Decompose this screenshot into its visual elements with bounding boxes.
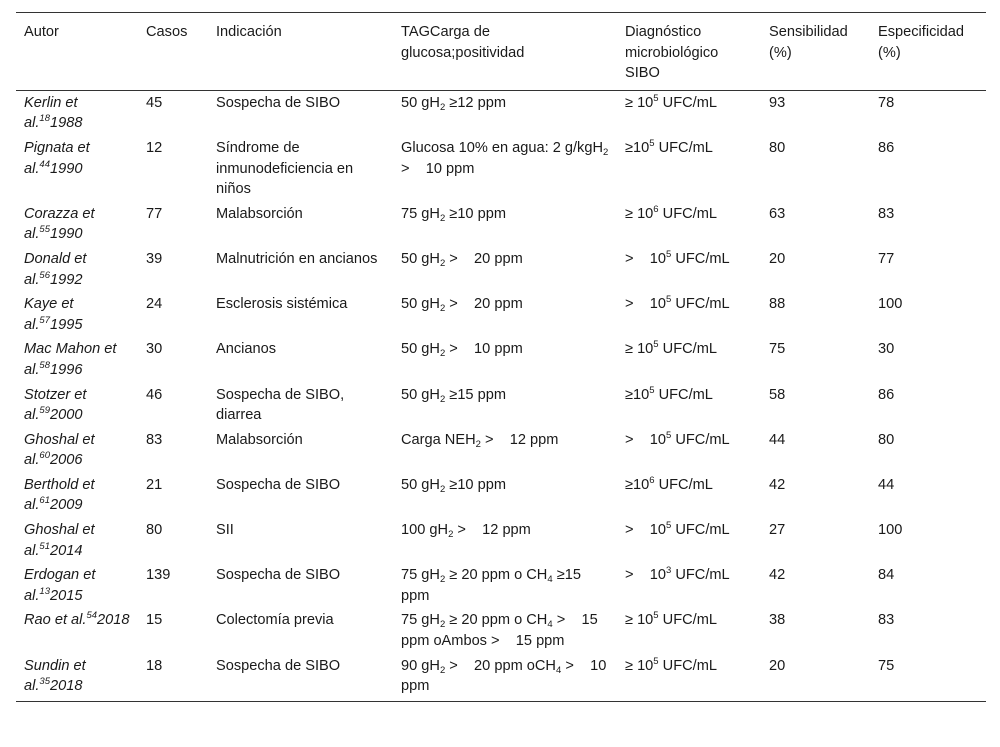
text-fragment: > 10: [625, 567, 666, 584]
cell-casos: 24: [146, 296, 163, 313]
text-fragment: UFC/mL: [658, 612, 717, 629]
cell-diagnostico: [617, 247, 761, 292]
superscript: 3: [665, 565, 672, 577]
text-fragment: ≥ 10: [625, 612, 654, 629]
cell-casos: 139: [146, 567, 171, 584]
cell-sensibilidad: 80: [769, 139, 786, 156]
reference-number: 56: [39, 269, 50, 281]
text-fragment: > 10: [625, 522, 666, 539]
cell-casos: 12: [146, 139, 163, 156]
cell-especificidad: 83: [878, 205, 895, 222]
cell-diagnostico: [617, 136, 761, 202]
cell-diagnostico: [617, 90, 761, 136]
author-name: Ghoshal et al.: [24, 522, 95, 559]
cell-sensibilidad: 20: [761, 654, 870, 702]
superscript: 5: [653, 92, 659, 104]
cell-sensibilidad: 75: [769, 341, 786, 358]
cell-autor: [16, 90, 138, 136]
subscript: 2: [439, 393, 446, 405]
header-row: [16, 13, 986, 91]
cell-casos: 77: [146, 205, 163, 222]
cell-sensibilidad: 42: [769, 476, 786, 493]
table-row: [16, 428, 986, 473]
cell-indicacion: Sospecha de SIBO: [216, 94, 341, 111]
author-name: Stotzer et al.: [24, 386, 87, 424]
cell-tag: [393, 202, 617, 247]
text-fragment: UFC/mL: [671, 567, 730, 584]
text-fragment: 50 gH: [401, 296, 440, 313]
author-year: 1995: [50, 316, 83, 333]
reference-number: 57: [39, 314, 50, 326]
cell-indicacion: Sospecha de SIBO: [208, 654, 393, 702]
text-fragment: UFC/mL: [658, 94, 717, 111]
cell-diagnostico: [617, 337, 761, 382]
table-row: [16, 518, 986, 563]
reference-number: 59: [39, 405, 50, 417]
text-fragment: UFC/mL: [654, 386, 713, 403]
author-year: 1988: [50, 115, 83, 132]
superscript: 5: [653, 655, 659, 667]
reference-number: 60: [39, 450, 50, 462]
cell-casos: 15: [146, 612, 163, 629]
author-year: 2015: [50, 587, 83, 604]
reference-number: 35: [39, 676, 50, 688]
cell-especificidad: 100: [878, 296, 903, 313]
subscript: 2: [475, 438, 481, 450]
text-fragment: UFC/mL: [654, 139, 713, 156]
subscript: 2: [439, 303, 446, 315]
superscript: 6: [653, 203, 659, 215]
text-fragment: Carga NEH: [401, 431, 476, 448]
text-fragment: ≥10: [625, 139, 650, 156]
cell-diagnostico: [617, 563, 761, 608]
superscript: 5: [653, 339, 659, 351]
subscript: 2: [439, 664, 446, 676]
author-name: Berthold et al.: [24, 476, 95, 514]
author-year: 2006: [50, 452, 83, 469]
subscript: 2: [603, 146, 609, 158]
text-fragment: UFC/mL: [654, 476, 713, 493]
author-year: 2018: [50, 678, 83, 695]
table-row: [16, 90, 986, 136]
cell-sensibilidad: 42: [769, 567, 786, 584]
text-fragment: ≥10: [625, 386, 650, 403]
cell-autor: [16, 654, 138, 702]
text-fragment: UFC/mL: [671, 431, 730, 448]
reference-number: 61: [39, 495, 50, 507]
author-year: 2014: [50, 542, 83, 559]
author-name: Rao et al.: [24, 612, 87, 629]
cell-especificidad: 84: [878, 567, 895, 584]
cell-autor: [16, 247, 138, 292]
cell-autor: [16, 563, 138, 608]
header-tag: TAGCarga de glucosa;positividad: [393, 13, 617, 91]
cell-casos: 46: [146, 386, 163, 403]
text-fragment: 100 gH: [401, 522, 449, 539]
table-row: [16, 202, 986, 247]
author-name: Pignata et al.: [24, 139, 90, 177]
cell-casos: 83: [146, 431, 163, 448]
subscript: 2: [439, 483, 446, 495]
cell-sensibilidad: 63: [769, 205, 786, 222]
superscript: 5: [649, 137, 655, 149]
cell-especificidad: 86: [878, 386, 895, 403]
reference-number: 58: [39, 359, 50, 371]
author-name: Erdogan et al.: [24, 567, 96, 604]
cell-indicacion: Sospecha de SIBO, diarrea: [216, 386, 345, 424]
header-autor: Autor: [16, 13, 138, 91]
superscript: 5: [665, 294, 672, 306]
subscript: 4: [547, 574, 553, 586]
cell-autor: [16, 608, 138, 653]
text-fragment: ≥15 ppm: [445, 386, 506, 403]
author-name: Donald et al.: [24, 250, 87, 288]
cell-diagnostico: [617, 383, 761, 428]
table-body: [16, 90, 986, 701]
header-casos: Casos: [138, 13, 208, 91]
author-year: 1990: [50, 160, 83, 177]
cell-sensibilidad: 20: [769, 250, 786, 267]
text-fragment: > 15 ppm oAmbos > 15 ppm: [401, 612, 602, 650]
subscript: 2: [439, 348, 446, 360]
cell-indicacion: Sospecha de SIBO: [216, 476, 341, 493]
author-name: Sundin et al.: [24, 657, 86, 695]
author-name: Corazza et al.: [24, 205, 95, 243]
superscript: 5: [649, 384, 655, 396]
cell-indicacion: Malabsorción: [216, 205, 303, 222]
table-row: [16, 473, 986, 518]
reference-number: 18: [39, 113, 50, 125]
cell-autor: [16, 136, 138, 202]
cell-diagnostico: [617, 518, 761, 563]
cell-casos: 45: [146, 94, 163, 111]
cell-diagnostico: [617, 202, 761, 247]
reference-number: 54: [86, 610, 98, 622]
header-indicacion: Indicación: [208, 13, 393, 91]
text-fragment: ≥15 ppm: [401, 567, 586, 604]
table-row: [16, 292, 986, 337]
text-fragment: 75 gH: [401, 205, 440, 222]
text-fragment: 50 gH: [401, 250, 440, 267]
cell-autor: [16, 473, 138, 518]
text-fragment: UFC/mL: [658, 341, 717, 358]
cell-tag: [393, 337, 617, 382]
text-fragment: > 12 ppm: [453, 522, 531, 539]
table-row: [16, 247, 986, 292]
text-fragment: UFC/mL: [671, 250, 730, 267]
author-year: 1992: [50, 271, 83, 288]
cell-sensibilidad: 44: [769, 431, 786, 448]
text-fragment: > 10: [625, 250, 666, 267]
text-fragment: ≥ 10: [625, 205, 654, 222]
cell-casos: 80: [146, 522, 163, 539]
cell-especificidad: 78: [878, 94, 895, 111]
header-especificidad: Especificidad (%): [870, 13, 986, 91]
cell-autor: [16, 383, 138, 428]
superscript: 6: [649, 474, 655, 486]
text-fragment: 75 gH: [401, 612, 440, 629]
table-container: [16, 12, 986, 702]
cell-especificidad: 77: [878, 250, 895, 267]
cell-diagnostico: [617, 654, 761, 702]
cell-tag: [393, 90, 617, 136]
cell-indicacion: SII: [216, 522, 234, 539]
text-fragment: ≥ 10: [625, 341, 654, 358]
superscript: 5: [665, 248, 672, 260]
cell-autor: [16, 292, 138, 337]
superscript: 5: [665, 520, 672, 532]
cell-autor: [16, 518, 138, 563]
cell-diagnostico: [617, 473, 761, 518]
cell-indicacion: Malabsorción: [216, 431, 303, 448]
text-fragment: 50 gH: [401, 94, 440, 111]
text-fragment: 75 gH: [401, 567, 440, 584]
subscript: 2: [439, 619, 446, 631]
text-fragment: 90 gH: [401, 657, 440, 674]
text-fragment: ≥10 ppm: [445, 476, 506, 493]
author-name: Kaye et al.: [24, 296, 74, 333]
cell-tag: [393, 292, 617, 337]
cell-especificidad: 30: [878, 341, 895, 358]
text-fragment: UFC/mL: [658, 205, 717, 222]
table-row: [16, 337, 986, 382]
text-fragment: > 10 ppm: [445, 341, 523, 358]
cell-sensibilidad: 93: [769, 94, 786, 111]
cell-autor: [16, 337, 138, 382]
cell-autor: [16, 202, 138, 247]
cell-autor: [16, 428, 138, 473]
cell-tag: [393, 383, 617, 428]
table-row: [16, 608, 986, 653]
cell-diagnostico: [617, 428, 761, 473]
subscript: 2: [439, 212, 446, 224]
cell-especificidad: 44: [878, 476, 895, 493]
header-sensibilidad: Sensibilidad (%): [761, 13, 870, 91]
cell-casos: 21: [146, 476, 163, 493]
text-fragment: > 10: [625, 431, 666, 448]
cell-tag: [393, 518, 617, 563]
cell-diagnostico: [617, 608, 761, 653]
cell-tag: [393, 608, 617, 653]
text-fragment: ≥12 ppm: [445, 94, 506, 111]
cell-indicacion: Ancianos: [216, 341, 277, 358]
text-fragment: ≥ 20 ppm o CH: [445, 612, 548, 629]
text-fragment: ≥10: [625, 476, 650, 493]
cell-tag: [393, 654, 617, 702]
subscript: 2: [439, 257, 446, 269]
text-fragment: > 20 ppm: [445, 296, 523, 313]
subscript: 4: [547, 619, 553, 631]
text-fragment: ≥ 10: [625, 657, 654, 674]
author-name: Kerlin et al.: [24, 94, 78, 132]
cell-especificidad: 80: [878, 431, 895, 448]
cell-indicacion: Esclerosis sistémica: [216, 296, 348, 313]
cell-especificidad: 100: [878, 522, 903, 539]
text-fragment: 50 gH: [401, 476, 440, 493]
reference-number: 44: [39, 158, 50, 170]
text-fragment: > 12 ppm: [480, 431, 559, 448]
cell-sensibilidad: 27: [769, 522, 786, 539]
cell-sensibilidad: 58: [769, 386, 786, 403]
cell-tag: [393, 473, 617, 518]
sibo-studies-table: [16, 12, 986, 702]
text-fragment: UFC/mL: [658, 657, 717, 674]
text-fragment: 50 gH: [401, 341, 440, 358]
cell-diagnostico: [617, 292, 761, 337]
cell-especificidad: 86: [878, 139, 895, 156]
header-diagnostico: Diagnóstico microbiológico SIBO: [617, 13, 761, 91]
superscript: 5: [653, 610, 659, 622]
text-fragment: Glucosa 10% en agua: 2 g/kgH: [401, 139, 604, 156]
author-name: Mac Mahon et al.: [24, 341, 117, 378]
author-year: 1990: [50, 226, 83, 243]
cell-sensibilidad: 38: [769, 612, 786, 629]
text-fragment: > 10 ppm: [401, 657, 611, 695]
table-row: [16, 654, 986, 702]
reference-number: 51: [39, 540, 50, 552]
cell-tag: [393, 136, 617, 202]
author-year: 2000: [50, 407, 83, 424]
cell-casos: 30: [146, 341, 163, 358]
text-fragment: UFC/mL: [671, 296, 730, 313]
cell-casos: 18: [138, 654, 208, 702]
author-year: 1996: [50, 361, 83, 378]
cell-sensibilidad: 88: [769, 296, 786, 313]
cell-tag: [393, 247, 617, 292]
table-row: [16, 136, 986, 202]
text-fragment: > 10 ppm: [401, 139, 613, 177]
author-name: Ghoshal et al.: [24, 431, 95, 469]
text-fragment: > 20 ppm oCH: [445, 657, 556, 674]
text-fragment: 50 gH: [401, 386, 440, 403]
text-fragment: ≥ 10: [625, 94, 654, 111]
cell-indicacion: Sospecha de SIBO: [216, 567, 341, 584]
cell-indicacion: Síndrome de inmunodeficiencia en niños: [216, 139, 354, 198]
cell-indicacion: Colectomía previa: [216, 612, 334, 629]
text-fragment: UFC/mL: [671, 522, 730, 539]
superscript: 5: [665, 429, 672, 441]
cell-tag: [393, 563, 617, 608]
cell-indicacion: Malnutrición en ancianos: [216, 250, 378, 267]
subscript: 2: [439, 101, 446, 113]
text-fragment: > 10: [625, 296, 666, 313]
reference-number: 55: [39, 224, 50, 236]
cell-especificidad: 75: [870, 654, 986, 702]
subscript: 2: [448, 529, 454, 541]
table-row: [16, 383, 986, 428]
author-year: 2018: [97, 612, 130, 629]
text-fragment: > 20 ppm: [445, 250, 523, 267]
reference-number: 13: [39, 585, 50, 597]
cell-tag: [393, 428, 617, 473]
author-year: 2009: [50, 497, 83, 514]
cell-especificidad: 83: [878, 612, 895, 629]
subscript: 2: [439, 574, 446, 586]
table-row: [16, 563, 986, 608]
subscript: 4: [555, 664, 562, 676]
text-fragment: ≥10 ppm: [445, 205, 506, 222]
text-fragment: ≥ 20 ppm o CH: [445, 567, 548, 584]
cell-casos: 39: [146, 250, 163, 267]
